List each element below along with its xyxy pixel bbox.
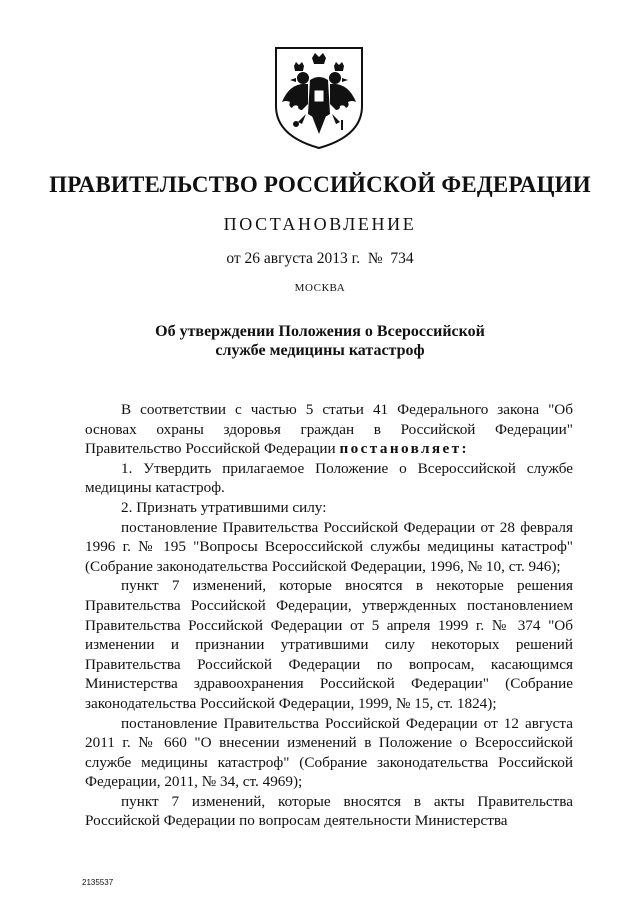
document-body xyxy=(85,400,573,831)
government-name: ПРАВИТЕЛЬСТВО РОССИЙСКОЙ ФЕДЕРАЦИИ xyxy=(49,172,591,197)
body-paragraph-2: пункт 7 изменений, которые вносятся в некоторые решения Правительства Российской Федерации, утвержденных постановлением Правительства Российской Федерации от 5 апреля 1999 г. № 374 "Об изменении и признании утратившими силу некоторых решений Правительства Российской Федерации по вопросам, касающимся Министерства здравоохранения Российской Федерации" (Собрание законодательства Российской Федерации, 1999, № 15, ст. 1824); xyxy=(85,577,573,712)
document-city: МОСКВА xyxy=(294,282,346,294)
document-date-number: от 26 августа 2013 г. № 734 xyxy=(226,250,414,267)
body-paragraph-3: постановление Правительства Российской Федерации от 12 августа 2011 г. № 660 "О внесении изменений в Положение о Всероссийской службе медицины катастроф" (Собрание законодательства Российской Федерации, 2011, № 34, ст. 4969); xyxy=(85,714,573,791)
document-title-line-1: Об утверждении Положения о Всероссийской xyxy=(155,323,485,340)
document-code: 2135537 xyxy=(82,878,114,887)
document-title xyxy=(0,322,640,360)
document-type: ПОСТАНОВЛЕНИЕ xyxy=(223,214,417,234)
body-intro-text: В соответствии с частью 5 статьи 41 Федерального закона "Об основах охраны здоровья граждан в Российской Федерации" Правительство Российской Федерации xyxy=(85,401,573,458)
body-paragraph-4: пункт 7 изменений, которые вносятся в акты Правительства Российской Федерации по вопросам деятельности Министерства xyxy=(85,792,573,830)
body-paragraph-1: постановление Правительства Российской Федерации от 28 февраля 1996 г. № 195 "Вопросы Всероссийской службы медицины катастроф" (Собрание законодательства Российской Федерации, 1996, № 10, ст. 946); xyxy=(85,518,573,575)
body-item-1: 1. Утвердить прилагаемое Положение о Всероссийской службе медицины катастроф. xyxy=(85,459,573,497)
decree-word: постановляет: xyxy=(339,440,469,458)
body-intro-paragraph xyxy=(85,400,573,459)
coat-of-arms-icon xyxy=(272,44,366,152)
document-title-line-2: службе медицины катастроф xyxy=(215,342,425,359)
body-item-2: 2. Признать утратившими силу: xyxy=(121,498,327,516)
